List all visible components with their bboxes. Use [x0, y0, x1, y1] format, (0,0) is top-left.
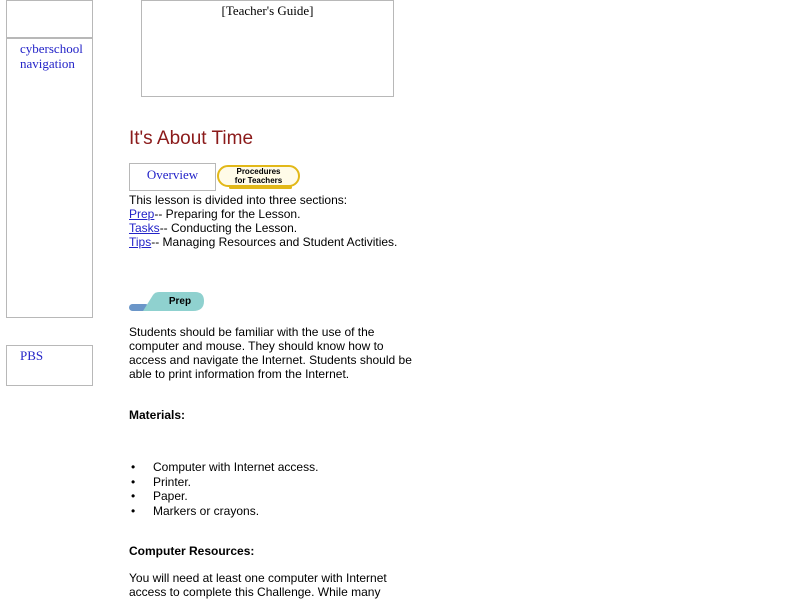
- tasks-description: -- Conducting the Lesson.: [159, 221, 298, 235]
- tab-procedures-line1: Procedures: [236, 167, 281, 176]
- tab-overview-label: Overview: [146, 167, 199, 182]
- intro-lead: This lesson is divided into three sections:: [129, 193, 348, 207]
- prep-badge-label: Prep: [168, 296, 192, 307]
- section-row-tasks: [129, 221, 429, 235]
- bullet-icon: •: [131, 460, 136, 474]
- bullet-icon: •: [131, 503, 136, 518]
- list-item: [129, 504, 318, 519]
- list-item: [129, 475, 318, 490]
- tab-procedures-underline: [229, 186, 292, 189]
- material-text: Paper.: [153, 489, 188, 503]
- computer-resources-heading: Computer Resources:: [129, 544, 255, 558]
- tasks-link[interactable]: Tasks: [129, 221, 160, 235]
- prep-description: -- Preparing for the Lesson.: [154, 207, 301, 221]
- tab-procedures-for-teachers[interactable]: [217, 165, 300, 187]
- teachers-guide-frame: [141, 0, 394, 97]
- bullet-icon: •: [131, 474, 136, 489]
- tab-procedures-line2: for Teachers: [234, 175, 283, 185]
- tab-overview[interactable]: [129, 163, 216, 191]
- computer-resources-paragraph: You will need at least one computer with Internet access to complete this Challenge. While many: [129, 571, 387, 599]
- cyberschool-navigation-link[interactable]: cyberschool navigation: [20, 41, 83, 71]
- materials-list: [129, 460, 318, 518]
- section-row-prep: [129, 207, 429, 221]
- sidebar-navigation-frame: [6, 38, 93, 318]
- tips-link[interactable]: Tips: [129, 235, 152, 249]
- intro-section: [129, 193, 429, 249]
- pbs-link[interactable]: PBS: [20, 348, 44, 363]
- tips-description: -- Managing Resources and Student Activities.: [151, 235, 398, 249]
- prep-section-badge: [129, 291, 205, 313]
- prep-link[interactable]: Prep: [129, 207, 155, 221]
- material-text: Markers or crayons.: [153, 503, 260, 518]
- section-row-tips: [129, 235, 429, 249]
- sidebar-pbs-frame: [6, 345, 93, 386]
- list-item: [129, 460, 318, 475]
- list-item: [129, 489, 318, 504]
- page-title: It's About Time: [129, 128, 254, 149]
- bullet-icon: •: [131, 489, 136, 503]
- materials-heading: Materials:: [129, 408, 186, 422]
- teachers-guide-label: [Teacher's Guide]: [221, 3, 314, 18]
- material-text: Computer with Internet access.: [153, 460, 319, 474]
- material-text: Printer.: [153, 474, 192, 489]
- prep-paragraph: Students should be familiar with the use of the computer and mouse. They should know how to access and navigate the Internet. Students should be able to print information from the Internet.: [129, 325, 412, 381]
- sidebar-top-frame: [6, 0, 93, 38]
